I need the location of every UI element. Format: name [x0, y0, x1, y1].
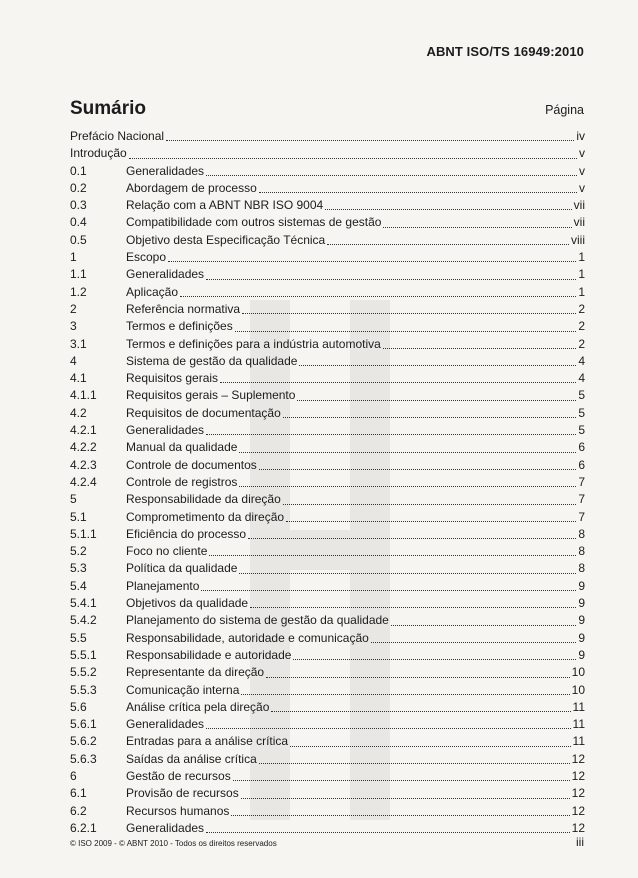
toc-entry-title: Introdução [70, 146, 127, 161]
toc-entry-page: 12 [571, 786, 585, 801]
toc-entry[interactable] [70, 595, 585, 612]
toc-entry[interactable] [70, 803, 585, 820]
toc-entry[interactable] [70, 249, 585, 266]
toc-entry-title: Relação com a ABNT NBR ISO 9004 [126, 198, 324, 213]
toc-dot-leader [239, 485, 576, 487]
toc-dot-leader [235, 330, 577, 332]
toc-entry-page: 10 [571, 665, 585, 680]
toc-entry-number: 6.2.1 [70, 820, 97, 835]
toc-entry-number: 5.5 [70, 630, 87, 645]
toc-entry-page: v [579, 146, 585, 161]
toc-entry-number: 4.2 [70, 405, 87, 420]
toc-entry-title: Gestão de recursos [126, 768, 231, 783]
toc-entry-page: 12 [571, 803, 585, 818]
toc-entry-title: Generalidades [126, 163, 205, 178]
toc-dot-leader [250, 606, 576, 608]
toc-entry-title: Representante da direção [126, 665, 265, 680]
toc-entry-title: Planejamento [126, 578, 200, 593]
page-footer [70, 835, 584, 849]
toc-entry-page: 9 [578, 630, 585, 645]
toc-dot-leader [166, 139, 574, 141]
toc-entry-number: 6.2 [70, 803, 87, 818]
title-row [70, 98, 584, 122]
toc-entry[interactable] [70, 751, 585, 768]
toc-entry-page: 7 [578, 492, 585, 507]
toc-entry-title: Termos e definições para a indústria automotiva [126, 336, 381, 351]
toc-entry-title: Referência normativa [126, 301, 241, 316]
toc-entry-number: 4.2.1 [70, 423, 97, 438]
toc-entry-title: Generalidades [126, 423, 205, 438]
toc-entry-number: 1.1 [70, 267, 87, 282]
toc-entry-title: Compatibilidade com outros sistemas de gestão [126, 215, 382, 230]
toc-dot-leader [297, 399, 576, 401]
toc-dot-leader [271, 710, 570, 712]
toc-entry[interactable] [70, 509, 585, 526]
toc-entry-number: 5.1.1 [70, 526, 97, 541]
toc-dot-leader [239, 451, 576, 453]
toc-entry-title: Sistema de gestão da qualidade [126, 353, 298, 368]
toc-entry-number: 2 [70, 301, 77, 316]
toc-entry[interactable] [70, 578, 585, 595]
toc-entry[interactable] [70, 647, 585, 664]
toc-entry-title: Generalidades [126, 717, 205, 732]
toc-entry-title: Objetivo desta Especificação Técnica [126, 232, 326, 247]
toc-entry-title: Manual da qualidade [126, 440, 238, 455]
toc-entry-number: 5.4 [70, 578, 87, 593]
toc-entry-page: 2 [578, 336, 585, 351]
toc-entry[interactable] [70, 128, 585, 145]
toc-entry-page: 12 [571, 820, 585, 835]
toc-entry-number: 5.6.2 [70, 734, 97, 749]
toc-entry-page: v [579, 180, 585, 195]
toc-entry[interactable] [70, 630, 585, 647]
toc-entry-page: 1 [578, 250, 585, 265]
toc-entry-page: 12 [571, 751, 585, 766]
toc-entry-page: v [579, 163, 585, 178]
toc-entry-page: vii [573, 198, 585, 213]
toc-entry-page: 10 [571, 682, 585, 697]
toc-entry[interactable] [70, 163, 585, 180]
toc-dot-leader [241, 797, 570, 799]
toc-entry-title: Responsabilidade da direção [126, 492, 281, 507]
toc-entry[interactable] [70, 387, 585, 404]
toc-entry[interactable] [70, 491, 585, 508]
toc-entry[interactable] [70, 232, 585, 249]
toc-entry-page: 11 [572, 699, 585, 714]
toc-entry-title: Controle de documentos [126, 457, 257, 472]
toc-entry-page: iv [576, 129, 585, 143]
toc-entry-page: 8 [578, 526, 585, 541]
toc-entry-page: 8 [578, 544, 585, 559]
toc-dot-leader [259, 762, 570, 764]
toc-entry-page: 2 [578, 301, 585, 316]
toc-entry-title: Recursos humanos [126, 803, 230, 818]
toc-dot-leader [206, 278, 576, 280]
toc-entry-number: 3 [70, 319, 77, 334]
toc-entry-number: 1 [70, 250, 77, 265]
toc-entry-number: 0.1 [70, 163, 87, 178]
toc-entry-title: Requisitos gerais – Suplemento [126, 388, 296, 403]
toc-entry-title: Política da qualidade [126, 561, 238, 576]
copyright-notice: © ISO 2009 - © ABNT 2010 - Todos os direitos reservados [70, 839, 277, 848]
toc-entry[interactable] [70, 422, 585, 439]
toc-dot-leader [233, 779, 570, 781]
toc-entry-title: Controle de registros [126, 474, 238, 489]
toc-entry-number: 4.1.1 [70, 388, 97, 403]
toc-entry-number: 0.5 [70, 232, 87, 247]
toc-entry-title: Entradas para a análise crítica [126, 734, 289, 749]
toc-entry-number: 6 [70, 768, 77, 783]
toc-entry-number: 4 [70, 353, 77, 368]
toc-entry[interactable] [70, 370, 585, 387]
toc-entry-number: 5.1 [70, 509, 87, 524]
toc-dot-leader [220, 381, 576, 383]
toc-entry-page: 5 [578, 405, 585, 420]
toc-entry-page: 11 [572, 717, 585, 732]
toc-dot-leader [293, 658, 576, 660]
toc-entry-page: 9 [578, 578, 585, 593]
toc-entry-number: 5.5.2 [70, 665, 97, 680]
toc-entry-title: Termos e definições [126, 319, 233, 334]
toc-entry[interactable] [70, 266, 585, 283]
toc-dot-leader [209, 554, 576, 556]
toc-entry[interactable] [70, 664, 585, 681]
toc-entry-title: Comunicação interna [126, 682, 240, 697]
toc-entry-title: Abordagem de processo [126, 180, 257, 195]
toc-entry-number: 4.2.2 [70, 440, 97, 455]
toc-entry-page: 1 [578, 267, 585, 282]
toc-entry-title: Responsabilidade e autoridade [126, 647, 292, 662]
toc-entry-number: 5.5.1 [70, 647, 97, 662]
toc-entry-number: 5.6.3 [70, 751, 97, 766]
toc-entry-title: Análise crítica pela direção [126, 699, 270, 714]
toc-entry[interactable] [70, 526, 585, 543]
toc-entry[interactable] [70, 405, 585, 422]
toc-dot-leader [371, 641, 576, 643]
toc-entry-title: Foco no cliente [126, 544, 208, 559]
toc-dot-leader [383, 347, 577, 349]
toc-entry-page: 1 [578, 284, 585, 299]
page-column-label: Página [545, 103, 584, 117]
toc-entry[interactable] [70, 318, 585, 335]
toc-entry-number: 5 [70, 492, 77, 507]
toc-entry-page: 5 [578, 423, 585, 438]
toc-dot-leader [231, 814, 569, 816]
toc-entry[interactable] [70, 457, 585, 474]
toc-entry-page: 6 [578, 440, 585, 455]
toc-entry-title: Generalidades [126, 267, 205, 282]
toc-entry-title: Aplicação [126, 284, 179, 299]
toc-dot-leader [129, 157, 577, 159]
toc-dot-leader [206, 174, 577, 176]
toc-entry[interactable] [70, 560, 585, 577]
toc-entry-number: 5.4.2 [70, 613, 97, 628]
page-title: Sumário [70, 98, 147, 119]
toc-dot-leader [259, 468, 577, 470]
toc-entry-page: viii [571, 232, 585, 247]
toc-entry-page: 7 [578, 474, 585, 489]
toc-entry-page: 9 [578, 647, 585, 662]
toc-entry-number: 0.2 [70, 180, 87, 195]
toc-dot-leader [283, 416, 577, 418]
toc-dot-leader [248, 537, 576, 539]
toc-entry-number: 5.4.1 [70, 596, 97, 611]
toc-entry-number: 5.6 [70, 699, 87, 714]
toc-dot-leader [242, 312, 576, 314]
toc-entry[interactable] [70, 197, 585, 214]
toc-dot-leader [266, 676, 570, 678]
toc-entry-page: 11 [572, 734, 585, 749]
document-code-header: ABNT ISO/TS 16949:2010 [426, 44, 584, 59]
toc-entry-title: Eficiência do processo [126, 526, 247, 541]
toc-entry-page: 12 [571, 768, 585, 783]
toc-entry-page: 7 [578, 509, 585, 524]
toc-entry-page: vii [573, 215, 585, 230]
toc-dot-leader [283, 503, 577, 505]
toc-entry-page: 9 [578, 613, 585, 628]
toc-entry[interactable] [70, 543, 585, 560]
toc-entry[interactable] [70, 682, 585, 699]
toc-entry-number: 5.5.3 [70, 682, 97, 697]
toc-dot-leader [286, 520, 576, 522]
toc-dot-leader [299, 364, 576, 366]
toc-dot-leader [383, 226, 571, 228]
toc-entry[interactable] [70, 716, 585, 733]
toc-entry-title: Requisitos gerais [126, 371, 219, 386]
toc-entry-title: Planejamento do sistema de gestão da qualidade [126, 613, 389, 628]
toc-entry-title: Provisão de recursos [126, 786, 239, 801]
toc-dot-leader [206, 727, 570, 729]
toc-entry[interactable] [70, 612, 585, 629]
toc-entry-number: 1.2 [70, 284, 87, 299]
toc-entry-title: Comprometimento da direção [126, 509, 285, 524]
toc-dot-leader [201, 589, 576, 591]
toc-dot-leader [239, 572, 576, 574]
toc-dot-leader [259, 191, 577, 193]
toc-entry-number: 0.3 [70, 198, 87, 213]
toc-entry-number: 5.3 [70, 561, 87, 576]
toc-entry-page: 6 [578, 457, 585, 472]
toc-entry-page: 2 [578, 319, 585, 334]
toc-entry-number: 5.2 [70, 544, 87, 559]
toc-dot-leader [206, 831, 570, 833]
toc-dot-leader [391, 624, 576, 626]
toc-dot-leader [168, 260, 576, 262]
toc-dot-leader [241, 693, 569, 695]
toc-entry-title: Responsabilidade, autoridade e comunicação [126, 630, 369, 645]
toc-entry[interactable] [70, 439, 585, 456]
toc-entry-number: 5.6.1 [70, 717, 97, 732]
toc-entry-title: Escopo [126, 250, 167, 265]
toc-entry-title: Prefácio Nacional [70, 129, 165, 143]
toc-entry[interactable] [70, 699, 585, 716]
toc-entry-title: Objetivos da qualidade [126, 596, 249, 611]
toc-dot-leader [290, 745, 570, 747]
toc-entry-number: 4.2.3 [70, 457, 97, 472]
toc-entry[interactable] [70, 336, 585, 353]
toc-entry-number: 6.1 [70, 786, 87, 801]
toc-dot-leader [325, 208, 571, 210]
toc-entry-number: 3.1 [70, 336, 87, 351]
toc-entry-page: 5 [578, 388, 585, 403]
toc-entry[interactable] [70, 180, 585, 197]
toc-dot-leader [327, 243, 569, 245]
toc-dot-leader [206, 433, 576, 435]
toc-entry-title: Requisitos de documentação [126, 405, 281, 420]
toc-entry-number: 4.2.4 [70, 474, 97, 489]
toc-entry[interactable] [70, 353, 585, 370]
toc-entry[interactable] [70, 768, 585, 785]
toc-entry[interactable] [70, 214, 585, 231]
toc-entry-title: Saídas da análise crítica [126, 751, 257, 766]
toc-dot-leader [180, 295, 576, 297]
toc-entry[interactable] [70, 301, 585, 318]
toc-entry[interactable] [70, 733, 585, 750]
toc-entry-page: 9 [578, 596, 585, 611]
toc-entry-page: 8 [578, 561, 585, 576]
table-of-contents [70, 128, 585, 837]
page-number: iii [576, 835, 584, 849]
toc-entry-page: 4 [578, 371, 585, 386]
toc-entry-number: 4.1 [70, 371, 87, 386]
toc-entry[interactable] [70, 474, 585, 491]
toc-entry[interactable] [70, 785, 585, 802]
toc-entry-number: 0.4 [70, 215, 87, 230]
toc-entry[interactable] [70, 145, 585, 162]
toc-entry[interactable] [70, 284, 585, 301]
toc-entry-page: 4 [578, 353, 585, 368]
toc-entry-title: Generalidades [126, 820, 205, 835]
